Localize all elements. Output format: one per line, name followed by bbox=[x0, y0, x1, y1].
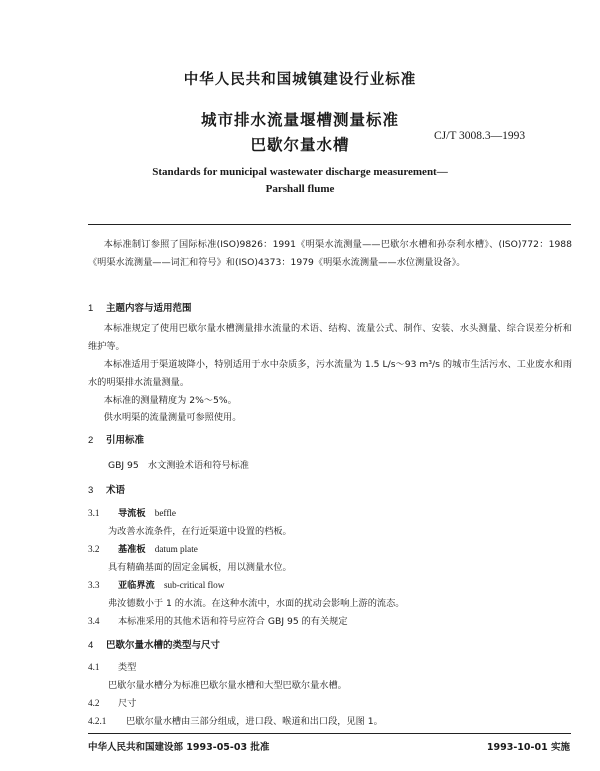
term-number: 3.3 bbox=[88, 580, 100, 590]
clause-number: 4.2 bbox=[88, 698, 100, 708]
english-title-line2: Parshall flume bbox=[265, 183, 335, 195]
section-3-heading bbox=[88, 482, 125, 496]
clause-title: 尺寸 bbox=[118, 698, 137, 709]
section-number: 1 bbox=[88, 303, 94, 314]
term-text: 本标准采用的其他术语和符号应符合 GBJ 95 的有关规定 bbox=[118, 616, 348, 627]
ministry-heading: 中华人民共和国城镇建设行业标准 bbox=[183, 72, 417, 88]
intro-paragraph: 本标准制订参照了国际标准(ISO)9826：1991《明渠水流测量——巴歇尔水槽和孙奈利水槽》、(ISO)772：1988《明渠水流测量——词汇和符号》和(ISO)4373：1979《明渠水流测量——水位测量设备》。 bbox=[88, 239, 572, 268]
approval-note: 中华人民共和国建设部 1993-05-03 批准 bbox=[88, 742, 270, 753]
section-1-paragraph-2: 本标准适用于渠道坡降小，特别适用于水中杂质多，污水流量为 1.5 L/s～93 m³/s 的城市生活污水、工业废水和雨水的明渠排水流量测量。 bbox=[88, 359, 572, 388]
clause-text: 巴歇尔量水槽由三部分组成，进口段、喉道和出口段，见图 1。 bbox=[126, 716, 383, 727]
term-name: 基准板 bbox=[118, 544, 146, 555]
document-title: 城市排水流量堰槽测量标准 bbox=[200, 111, 399, 129]
section-1-heading bbox=[88, 300, 192, 314]
term-english: datum plate bbox=[154, 544, 198, 554]
term-name: 导流板 bbox=[118, 508, 146, 519]
standard-code: CJ/T 3008.3—1993 bbox=[434, 130, 526, 142]
clause-4-1-text: 巴歇尔量水槽分为标准巴歇尔量水槽和大型巴歇尔量水槽。 bbox=[108, 680, 347, 691]
term-3-1-definition: 为改善水流条件，在行近渠道中设置的档板。 bbox=[108, 526, 292, 537]
term-3-4 bbox=[88, 613, 348, 627]
section-2-heading bbox=[88, 432, 144, 446]
section-title: 巴歇尔量水槽的类型与尺寸 bbox=[106, 640, 221, 651]
reference-standard: GBJ 95 水文测验术语和符号标准 bbox=[108, 460, 249, 471]
term-name: 亚临界流 bbox=[118, 580, 155, 591]
term-3-1 bbox=[88, 505, 176, 519]
clause-4-1 bbox=[88, 659, 136, 673]
term-english: beffle bbox=[154, 508, 177, 518]
section-title: 主题内容与适用范围 bbox=[106, 303, 192, 314]
footer-divider bbox=[88, 733, 571, 734]
section-number: 4 bbox=[88, 640, 94, 651]
term-3-3-definition: 弗汝德数小于 1 的水流。在这种水流中，水面的扰动会影响上游的流态。 bbox=[108, 598, 405, 609]
clause-4-2-1 bbox=[88, 713, 383, 727]
term-number: 3.2 bbox=[88, 544, 100, 554]
section-4-heading bbox=[88, 637, 220, 651]
effective-date: 1993-10-01 实施 bbox=[486, 742, 570, 753]
term-english: sub-critical flow bbox=[163, 580, 225, 590]
clause-title: 类型 bbox=[118, 662, 137, 673]
term-number: 3.1 bbox=[88, 508, 100, 518]
section-number: 2 bbox=[88, 435, 94, 446]
section-1-paragraph-3: 本标准的测量精度为 2%～5%。 bbox=[103, 395, 237, 406]
english-title-line1: Standards for municipal wastewater discharge measurement— bbox=[152, 166, 448, 178]
section-1-paragraph-4: 供水明渠的流量测量可参照使用。 bbox=[103, 412, 242, 423]
term-number: 3.4 bbox=[88, 616, 100, 626]
clause-number: 4.1 bbox=[88, 662, 100, 672]
term-3-3 bbox=[88, 577, 224, 591]
clause-4-2 bbox=[88, 695, 136, 709]
section-1-paragraph-1: 本标准规定了使用巴歇尔量水槽测量排水流量的术语、结构、流量公式、制作、安装、水头测量、综合误差分析和维护等。 bbox=[88, 323, 572, 352]
header-divider bbox=[88, 224, 571, 225]
term-3-2 bbox=[88, 541, 198, 555]
document-subtitle: 巴歇尔量水槽 bbox=[250, 136, 350, 154]
term-3-2-definition: 具有精确基面的固定金属板，用以测量水位。 bbox=[108, 562, 292, 573]
section-title: 术语 bbox=[106, 485, 126, 496]
clause-number: 4.2.1 bbox=[88, 716, 107, 726]
section-number: 3 bbox=[88, 485, 94, 496]
section-title: 引用标准 bbox=[106, 435, 145, 446]
